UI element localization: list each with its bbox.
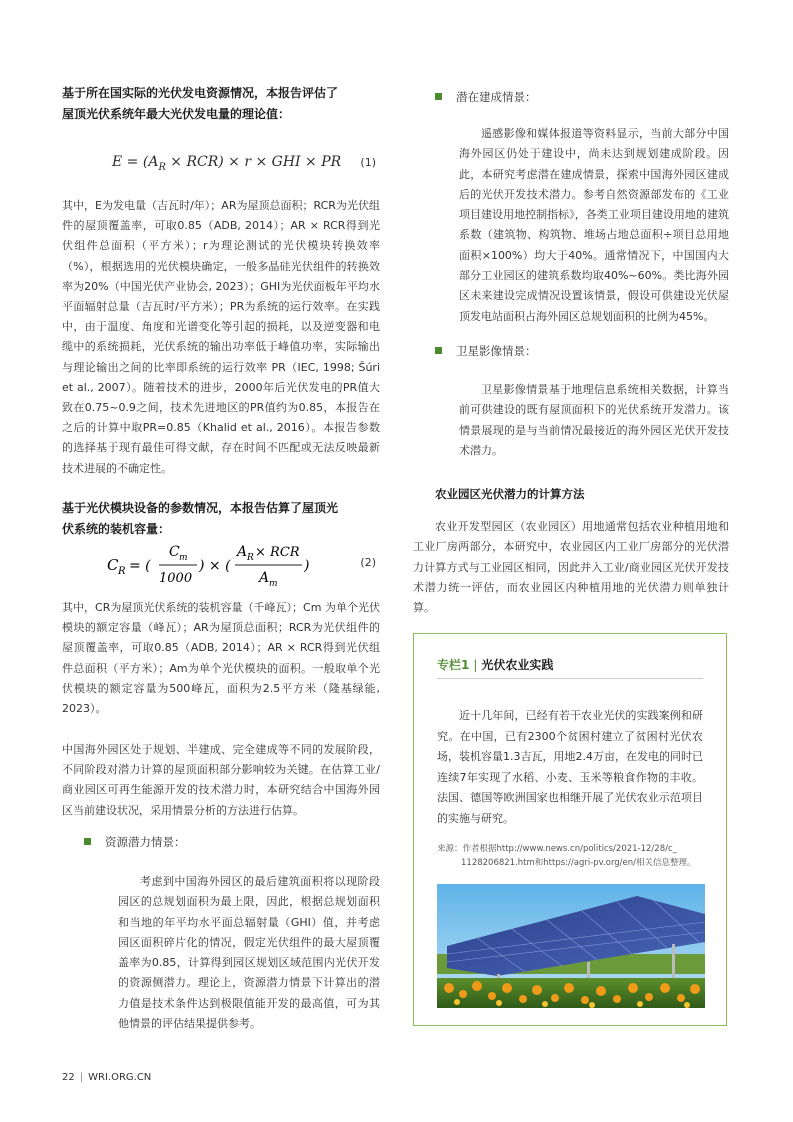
box-divider	[437, 678, 703, 679]
box-source-line: 来源：作者根据http://www.news.cn/politics/2021-12/28/c_	[437, 844, 677, 854]
heading-line: 基于光伏模块设备的参数情况，本报告估算了屋顶光	[62, 501, 339, 515]
heading-capacity	[62, 498, 380, 540]
formula-2	[62, 540, 380, 592]
potential-built-text: 遥感影像和媒体报道等资料显示，当前大部分中国海外园区仍处于建设中，尚未达到规划建成阶段。因此，本研究考虑潜在建成情景，探索中国海外园区建成后的光伏开发技术潜力。参考自然资源部发布的《工业项目建设用地控制指标》，各类工业项目建设用地的建筑系数（建筑物、构筑物、堆场占地总面积÷项目总用地面积×100%）均大于40%。通常情况下，中国国内大部分工业园区的建筑系数均取40%~60%。类比海外园区未来建设完成情况设置该情景，假设可供建设光伏屋顶发电站面积占海外园区总规划面积的比例为45%。	[459, 127, 729, 323]
bullet-square-icon	[84, 838, 91, 845]
satellite-text: 卫星影像情景基于地理信息系统相关数据，计算当前可供建设的既有屋顶面积下的光伏系统开发潜力。该情景展现的是与当前情况最接近的海外园区光伏开发技术潜力。	[459, 383, 729, 457]
box-source-line: 1128206821.htm和https://agri-pv.org/en/相关信息整理。	[461, 858, 696, 868]
svg-text:A: A	[259, 570, 270, 586]
paragraph-scenarios: 中国海外园区处于规划、半建成、完全建成等不同的发展阶段，不同阶段对潜力计算的屋顶面积部分影响较为关键。在估算工业/商业园区可再生能源开发的技术潜力时，本研究结合中国海外园区当前建设状况，采用情景分析的方法进行估算。	[62, 743, 380, 817]
agri-pv-photo	[437, 884, 705, 1008]
svg-text:= (: = (	[129, 558, 151, 574]
solar-panels-image	[437, 884, 705, 1008]
bullet-label: 潜在建成情景：	[456, 90, 537, 104]
svg-text:): )	[304, 558, 310, 574]
sidebar-box-agri-pv	[413, 633, 727, 1026]
page-footer	[62, 1072, 151, 1083]
bullet-square-icon	[435, 93, 442, 100]
page-number: 22	[62, 1072, 75, 1083]
box-title	[437, 656, 553, 673]
bullet-potential-built	[435, 88, 537, 106]
heading-line: 基于所在国实际的光伏发电资源情况，本报告评估了	[62, 86, 339, 100]
formula-1-number: (1)	[360, 156, 376, 169]
heading-pv-generation	[62, 83, 380, 125]
paragraph-formula-1: 其中，E为发电量（吉瓦时/年）；AR为屋顶总面积；RCR为光伏组件的屋顶覆盖率，可取0.85（ADB, 2014）；AR × RCR得到光伏组件总面积（平方米）；r为理论测试的光伏模块转换效率（%），根据选用的光伏模块确定，一般多晶硅光伏组件的转换效率为20%（中国光伏产业协会, 2023）；GHI为光伏面板年平均水平面辐射总量（吉瓦时/平方米）；PR为系统的运行效率。在实践中，由于温度、角度和光谱变化等引起的损耗，以及逆变器和电缆中的系统损耗，光伏系统的输出功率低于峰值功率，实际输出与理论输出之间的比率即系统的运行效率 PR（IEC, 1998; Šúri et al., 2007）。随着技术的进步，2000年后光伏发电的PR值大致在0.75~0.9之间，技术先进地区的PR值约为0.85，本报告在之后的计算中取PR=0.85（Khalid et al., 2016）。本报告参数的选择基于现有最佳可得文献，存在时间不匹配或无法反映最新技术进展的不确定性。	[62, 199, 380, 475]
resource-potential-text: 考虑到中国海外园区的最后建筑面积将以现阶段园区的总规划面积为最上限，因此，根据总规划面积和当地的年平均水平面总辐射量（GHI）值，并考虑园区面积碎片化的情况，假定光伏组件的最大屋顶覆盖率为0.85，计算得到园区规划区域范围内光伏开发的资源侧潜力。理论上，资源潜力情景下计算出的潜力值是技术条件达到极限值能开发的最高值，可为其他情景的评估结果提供参考。	[118, 875, 380, 1031]
box-text: 近十几年间，已经有若干农业光伏的实践案例和研究。在中国，已有2300个贫困村建立了贫困村光伏农场，装机容量1.3吉瓦，用地2.4万亩，在发电的同时已连续7年实现了水稻、小麦、玉米等粮食作物的丰收。法国、德国等欧洲国家也相继开展了光伏农业示范项目的实施与研究。	[437, 709, 703, 825]
bullet-label: 资源潜力情景：	[105, 835, 186, 849]
agri-method-text: 农业开发型园区（农业园区）用地通常包括农业种植用地和工业厂房两部分，本研究中，农业园区内工业厂房部分的光伏潜力计算方式与工业园区相同，因此并入工业/商业园区光伏开发技术潜力统一评估，而农业园区内种植用地的光伏潜力则单独计算。	[413, 520, 729, 615]
bullet-satellite	[435, 342, 537, 360]
site-url[interactable]: WRI.ORG.CN	[88, 1072, 152, 1083]
box-label: 专栏1	[437, 658, 470, 672]
paragraph-formula-2: 其中，CR为屋顶光伏系统的装机容量（千峰瓦）；Cm 为单个光伏模块的额定容量（峰瓦）；AR为屋顶总面积；RCR为光伏组件的屋顶覆盖率，可取0.85（ADB, 2014）；AR × RCR得到光伏组件总面积（平方米）；Am为单个光伏模块的面积。一般取单个光伏模块的额定容量为500峰瓦，面积为2.5平方米（隆基绿能, 2023）。	[62, 601, 380, 716]
footer-separator: |	[79, 1072, 84, 1083]
bullet-square-icon	[435, 347, 442, 354]
svg-text:m: m	[269, 579, 278, 589]
svg-text:A: A	[237, 544, 248, 560]
section-heading-agri: 农业园区光伏潜力的计算方法	[435, 487, 585, 501]
box-title-separator: |	[473, 658, 478, 672]
svg-text:× RCR: × RCR	[255, 545, 300, 560]
svg-text:1000: 1000	[159, 571, 193, 586]
svg-text:C: C	[169, 544, 180, 560]
formula-2-number: (2)	[360, 556, 376, 569]
svg-text:R: R	[118, 566, 126, 577]
svg-text:C: C	[107, 556, 119, 574]
box-source	[437, 842, 707, 870]
bullet-resource-potential	[84, 833, 186, 851]
formula-1-expression: $E = (A_R \times RCR) \times r$ × GHI × PR	[112, 154, 342, 173]
bullet-label: 卫星影像情景：	[456, 344, 537, 358]
formula-2-expression	[107, 540, 367, 590]
svg-text:m: m	[179, 553, 188, 563]
formula-1	[62, 150, 380, 190]
svg-text:) × (: ) × (	[199, 558, 231, 574]
heading-line: 伏系统的装机容量：	[62, 522, 171, 536]
svg-text:R: R	[247, 553, 254, 563]
heading-line: 屋顶光伏系统年最大光伏发电量的理论值：	[62, 107, 291, 121]
box-name: 光伏农业实践	[481, 658, 554, 672]
